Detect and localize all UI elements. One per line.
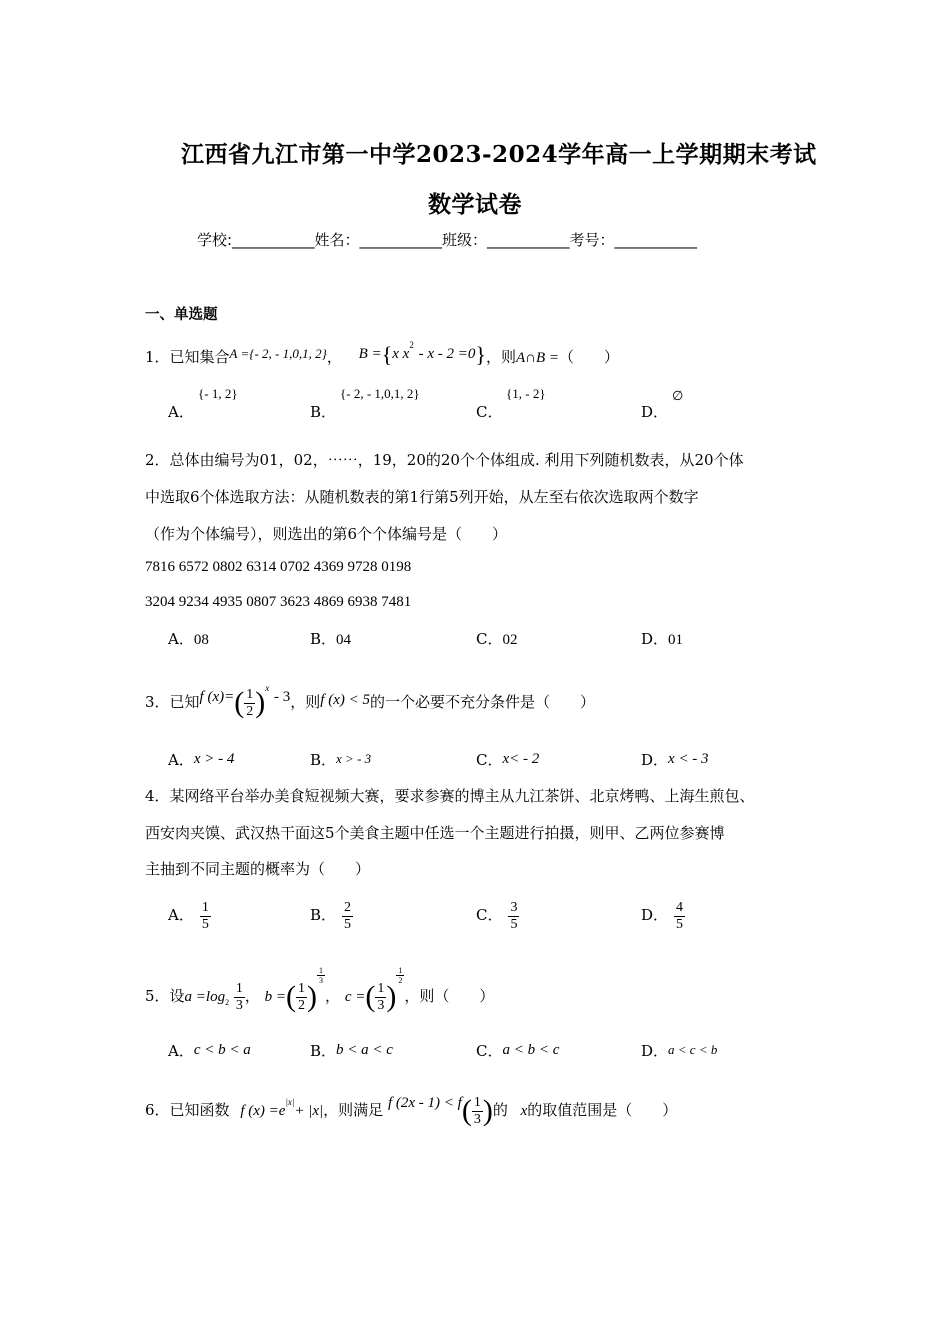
q6-mid: ，则满足: [323, 1101, 384, 1119]
q5-a-eq: a =log: [184, 989, 226, 1005]
q3-frac-num: 1: [246, 686, 254, 702]
q1-option-c-label[interactable]: C．: [476, 403, 503, 421]
q5-option-b[interactable]: B．b < a < c: [310, 1042, 393, 1060]
q4-line-1: 4．某网络平台举办美食短视频大赛，要求参赛的博主从九江茶饼、北京烤鸭、上海生煎包、: [145, 787, 755, 805]
question-1: 1．已知集合A ={- 2, - 1,0,1, 2}， B ={x $x^2 - x - 2 =0$}，则A∩B =（ ）: [145, 340, 620, 367]
q1-option-a-label[interactable]: A．: [168, 403, 194, 421]
q1-option-d-label[interactable]: D．: [641, 403, 669, 421]
q1-option-a-value: {- 1, 2}: [198, 386, 238, 401]
q5-option-a[interactable]: A．c < b < a: [168, 1042, 251, 1060]
q6-variable: x: [520, 1103, 528, 1119]
empty-set-icon: ∅: [672, 389, 684, 404]
q5-number: 5．设: [145, 987, 185, 1005]
q3-number: 3．已知: [145, 693, 200, 711]
question-3: 3．已知f (x)=( $\frac{1}{2}$ )$^x$ - 3，则f (x) < 5的一个必要不充分条件是（ ）: [145, 683, 595, 719]
q6-inequality: f (2x - 1) < f: [387, 1095, 462, 1111]
q4-option-d[interactable]: D． $\frac{4}{5}$: [641, 899, 684, 932]
q2-line-3: （作为个体编号），则选出的第6个个体编号是（ ）: [145, 525, 508, 543]
q1-expr: A∩B =: [515, 350, 559, 366]
q5-b-eq: b =: [264, 989, 287, 1005]
q1-number: 1．已知集合: [145, 348, 230, 366]
q1-set-b-prefix: B =: [358, 346, 382, 362]
q1-option-c-value: {1, - 2}: [506, 386, 546, 401]
q4-line-2: 西安肉夹馍、武汉热干面这5个美食主题中任选一个主题进行拍摄，则甲、乙两位参赛博: [145, 824, 725, 842]
q2-line-2: 中选取6个体选取方法：从随机数表的第1行第5列开始，从左至右依次选取两个数字: [145, 488, 699, 506]
q1-option-b-label[interactable]: B．: [310, 403, 337, 421]
q3-minus-3: - 3: [274, 689, 291, 705]
q3-frac-den: 2: [246, 703, 254, 719]
q5-c-eq: c =: [344, 989, 366, 1005]
q3-option-c[interactable]: C．x< - 2: [476, 751, 540, 769]
q1-set-b-body: x x: [392, 346, 410, 362]
q6-tail: 的取值范围是（ ）: [527, 1101, 678, 1119]
q1-comma: ，: [326, 348, 342, 366]
q2-option-c[interactable]: C．02: [476, 630, 518, 648]
question-5: 5．设$a =\log_2$ $\frac{1}{3}$ ， b =( $\frac{1}{2}$ ) $\frac{1}{3}$ ， c =( $\frac{1}{3}$ ) $\frac{1}{2}$ ，则（ ）: [145, 966, 495, 1013]
q2-option-d[interactable]: D．01: [641, 630, 684, 648]
q5-log-base: 2: [225, 998, 230, 1007]
random-table-row-2: 3204 9234 4935 0807 3623 4869 6938 7481: [145, 594, 412, 610]
q6-plus: + |x|: [294, 1103, 324, 1119]
q1-set-b-rest: - x - 2 =0: [418, 346, 476, 362]
random-table-row-1: 7816 6572 0802 6314 0702 4369 9728 0198: [145, 559, 412, 575]
q4-line-3: 主抽到不同主题的概率为（ ）: [145, 860, 371, 878]
q5-option-c[interactable]: C．a < b < c: [476, 1042, 560, 1060]
q6-number: 6．已知函数: [145, 1101, 230, 1119]
q3-exponent: x: [265, 683, 270, 693]
q4-option-c[interactable]: C． $\frac{3}{5}$: [476, 899, 518, 932]
q3-option-d[interactable]: D．x < - 3: [641, 751, 709, 769]
page-subtitle: 数学试卷: [428, 191, 522, 218]
q3-tail: 的一个必要不充分条件是（ ）: [369, 693, 595, 711]
page-title: 江西省九江市第一中学2023-2024学年高一上学期期末考试: [181, 141, 817, 168]
q1-option-b-value: {- 2, - 1,0,1, 2}: [340, 386, 420, 401]
q3-function: f (x)=: [199, 689, 235, 705]
q3-condition: f (x) < 5: [320, 692, 370, 708]
q6-de: 的: [492, 1101, 508, 1119]
q2-option-a[interactable]: A．08: [168, 630, 209, 648]
q3-option-b[interactable]: B．x > - 3: [310, 751, 372, 769]
q5-option-d[interactable]: D．a < c < b: [641, 1042, 718, 1060]
q6-exponent: |x|: [285, 1097, 295, 1107]
q4-option-b[interactable]: B． $\frac{2}{5}$: [310, 899, 352, 932]
q1-set-b-exp: 2: [409, 340, 414, 350]
question-6: 6．已知函数 f $(x) =e^{|x|}+ |x|$，则满足 f (2x - 1) < f( $\frac{1}{3}$ )的 x的取值范围是（ ）: [145, 1094, 678, 1127]
q3-mid: ，则: [290, 693, 321, 711]
q1-blank: （ ）: [559, 348, 620, 366]
q1-set-a: A ={- 2, - 1,0,1, 2}: [229, 346, 327, 361]
student-info-line: 学校:___________姓名：___________班级：___________考号：___________: [197, 231, 698, 249]
q5-tail: ，则（ ）: [404, 987, 495, 1005]
q2-line-1: 2．总体由编号为01，02，⋯⋯，19，20的20个个体组成. 利用下列随机数表，从20个体: [145, 451, 744, 469]
q3-option-a[interactable]: A．x > - 4: [168, 751, 235, 769]
q4-option-a[interactable]: A． $\frac{1}{5}$: [168, 899, 209, 932]
section-heading: 一、单选题: [145, 307, 218, 323]
q2-option-b[interactable]: B．04: [310, 630, 352, 648]
q6-function: f (x) =e: [240, 1103, 286, 1119]
q1-tail: ，则: [485, 348, 516, 366]
